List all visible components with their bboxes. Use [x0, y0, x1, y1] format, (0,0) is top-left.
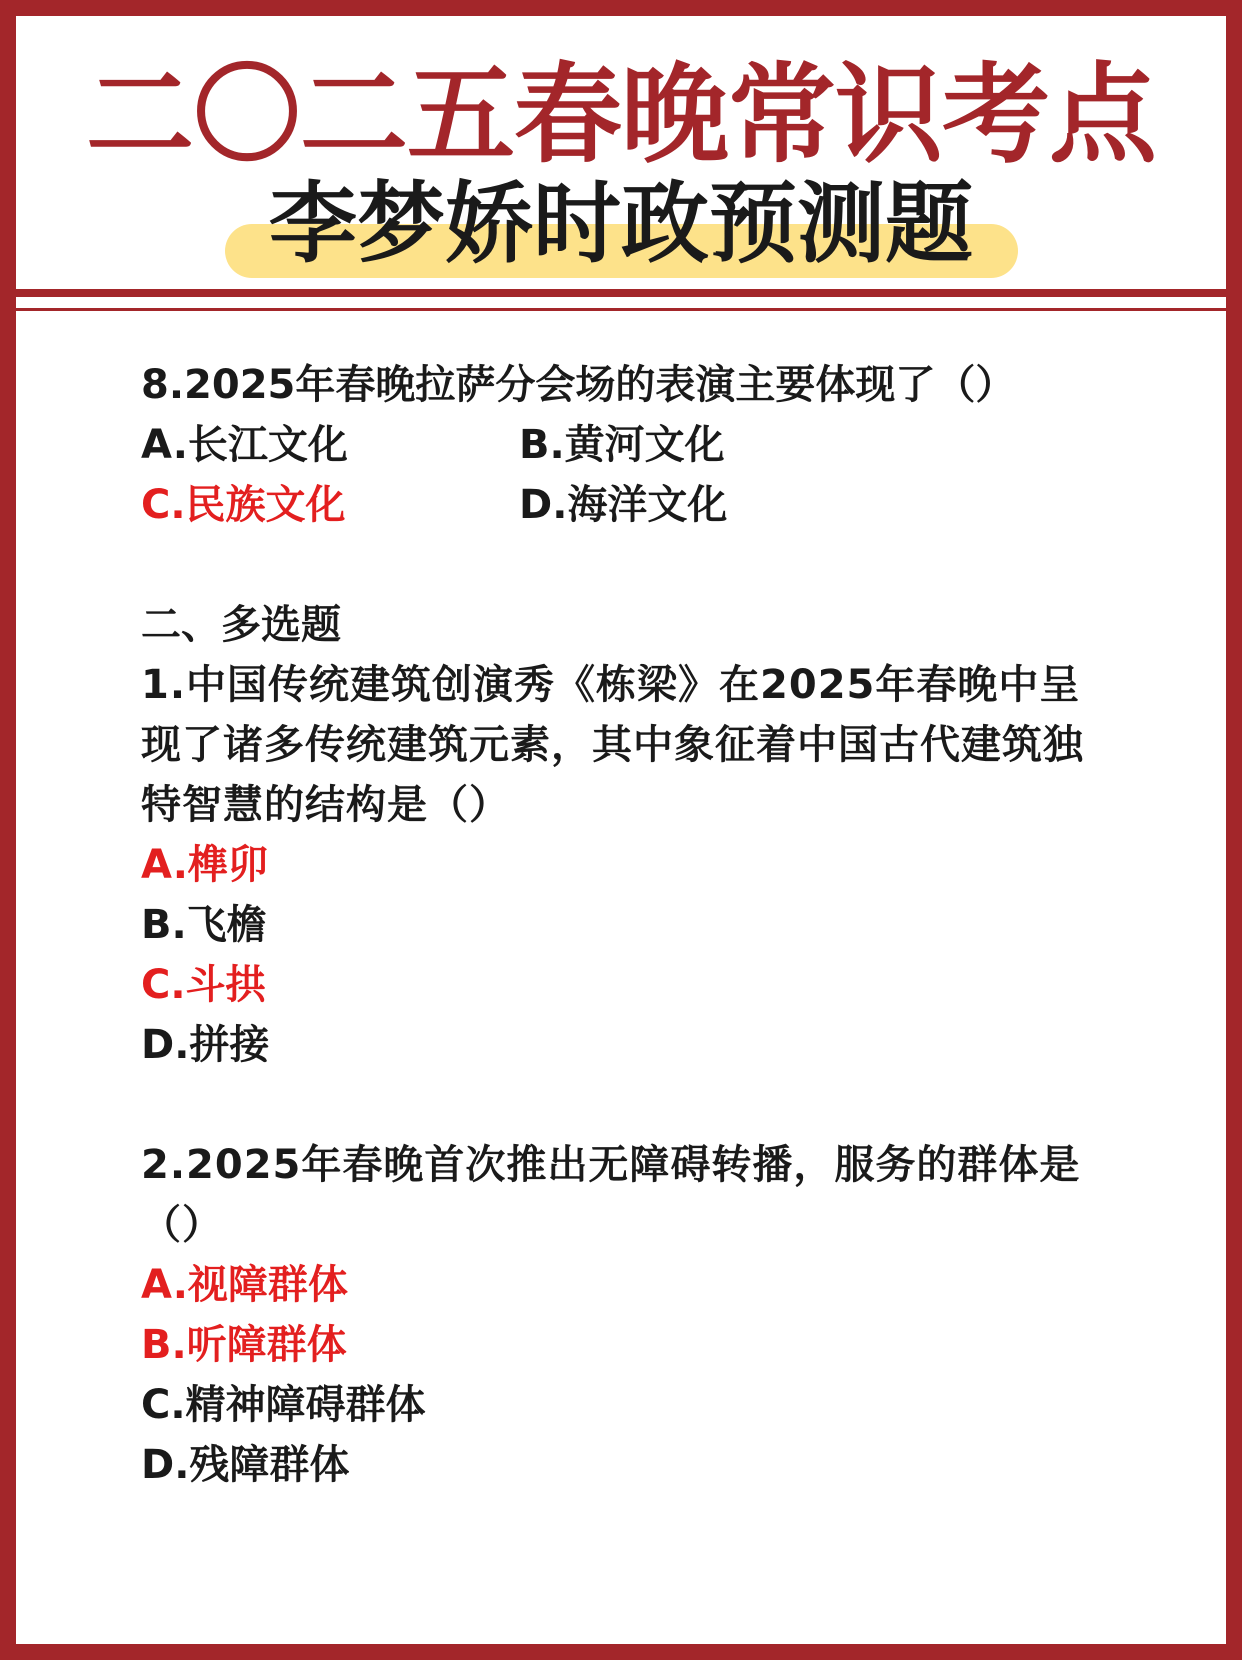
header-divider-thick — [16, 289, 1226, 297]
q2-question: 2.2025年春晚首次推出无障碍转播，服务的群体是（） — [141, 1142, 1081, 1248]
q1-option-d: D.拼接 — [141, 1022, 270, 1068]
section-heading: 二、多选题 — [141, 602, 341, 648]
q2-option-b-answer: B.听障群体 — [141, 1322, 347, 1368]
q2-option-d: D.残障群体 — [141, 1442, 350, 1488]
q8-options-row-2 — [141, 475, 1111, 535]
q1-option-b: B.飞檐 — [141, 902, 267, 948]
q2-option-a-answer: A.视障群体 — [141, 1262, 348, 1308]
page-subtitle: 李梦娇时政预测题 — [268, 172, 973, 275]
q8-option-c-answer: C.民族文化 — [141, 482, 346, 528]
q8-option-a: A.长江文化 — [141, 422, 348, 468]
question-content — [141, 355, 1111, 1495]
q8-option-d: D.海洋文化 — [519, 482, 728, 528]
q8-option-b: B.黄河文化 — [519, 422, 725, 468]
q1-option-c-answer: C.斗拱 — [141, 962, 266, 1008]
spacer — [141, 535, 1111, 595]
page-title: 二〇二五春晚常识考点 — [85, 53, 1156, 178]
q8-options-row-1 — [141, 415, 1111, 475]
q1-question: 1.中国传统建筑创演秀《栋梁》在2025年春晚中呈现了诸多传统建筑元素，其中象征着中国古代建筑独特智慧的结构是（） — [141, 662, 1084, 828]
spacer — [141, 1075, 1111, 1135]
q8-question: 8.2025年春晚拉萨分会场的表演主要体现了（） — [141, 362, 1016, 408]
q2-option-c: C.精神障碍群体 — [141, 1382, 426, 1428]
q1-option-a-answer: A.榫卯 — [141, 842, 268, 888]
header-divider-thin — [16, 308, 1226, 311]
